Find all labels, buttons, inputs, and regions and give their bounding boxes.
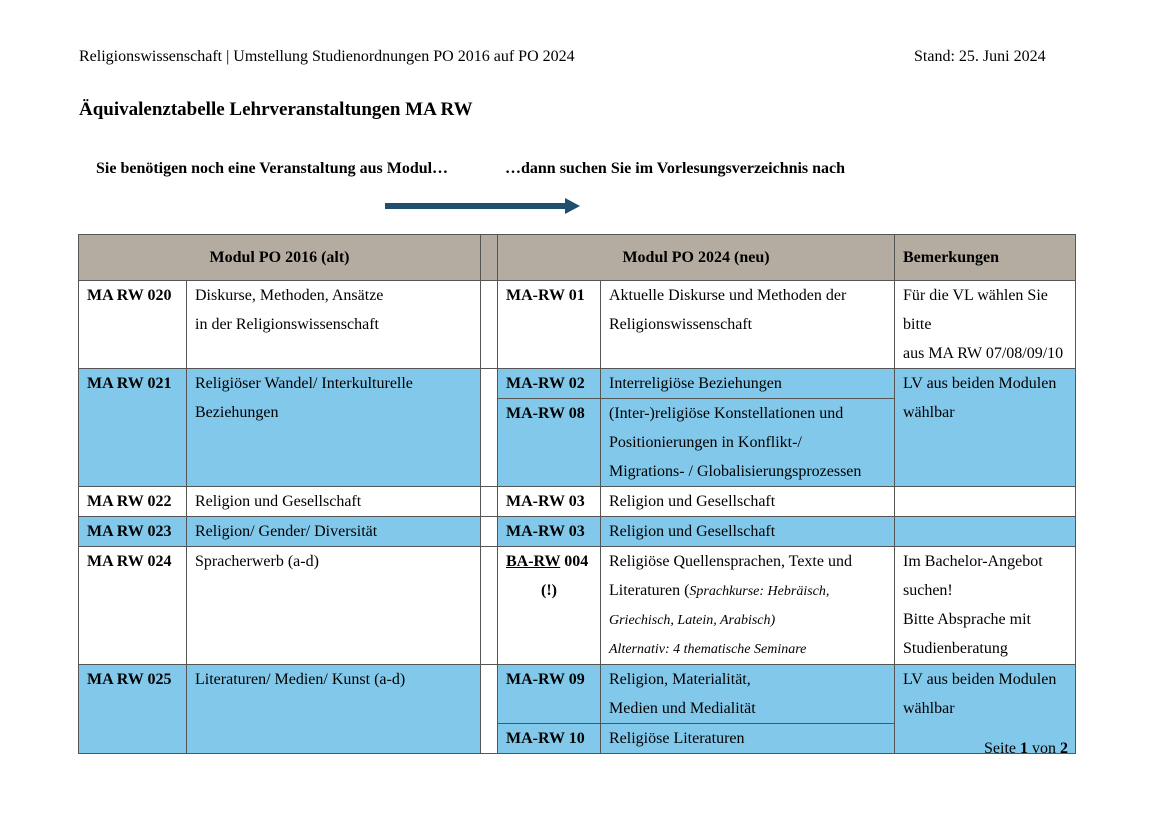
- table-row: [79, 547, 1076, 665]
- old-module-name-line: Religiöser Wandel/ Interkulturelle: [195, 375, 413, 392]
- old-module-name-line: Diskurse, Methoden, Ansätze: [195, 287, 384, 304]
- remark-line: Studienberatung: [903, 640, 1008, 657]
- new-module-code: MA-RW 03: [498, 517, 601, 547]
- column-divider: [481, 369, 498, 487]
- table-row: [79, 487, 1076, 517]
- document-header-left: Religionswissenschaft | Umstellung Studienordnungen PO 2016 auf PO 2024: [79, 48, 575, 65]
- table-row: [79, 281, 1076, 369]
- header-remarks: Bemerkungen: [895, 235, 1076, 281]
- remark-line: LV aus beiden Modulen: [903, 375, 1057, 392]
- attention-marker: (!): [541, 582, 557, 599]
- new-module-name: [601, 665, 895, 724]
- old-module-code: MA RW 020: [79, 281, 187, 369]
- new-module-code: MA-RW 01: [498, 281, 601, 369]
- remark-line: wählbar: [903, 700, 955, 717]
- old-module-code: MA RW 024: [79, 547, 187, 665]
- instruction-right: …dann suchen Sie im Vorlesungsverzeichnis nach: [505, 160, 846, 177]
- column-divider: [481, 547, 498, 665]
- new-module-code: MA-RW 09: [498, 665, 601, 724]
- language-courses-note: Sprachkurse: Hebräisch,: [689, 584, 830, 599]
- old-module-name: Religion/ Gender/ Diversität: [187, 517, 481, 547]
- column-divider: [481, 281, 498, 369]
- page-number-prefix: Seite: [984, 740, 1020, 757]
- page-number-separator: von: [1028, 740, 1060, 757]
- old-module-name: [187, 369, 481, 487]
- old-module-code: MA RW 025: [79, 665, 187, 754]
- page-number: [984, 740, 1068, 758]
- header-old-module: Modul PO 2016 (alt): [79, 235, 481, 281]
- new-module-code: MA-RW 02: [498, 369, 601, 399]
- old-module-code: MA RW 021: [79, 369, 187, 487]
- column-divider: [481, 517, 498, 547]
- new-module-name-line: Positionierungen in Konflikt-/: [609, 434, 802, 451]
- arrow-right-icon: [385, 197, 585, 217]
- remark-line: LV aus beiden Modulen: [903, 671, 1057, 688]
- old-module-name-line: in der Religionswissenschaft: [195, 316, 379, 333]
- total-pages: 2: [1060, 740, 1068, 757]
- page-title: Äquivalenztabelle Lehrveranstaltungen MA RW: [79, 99, 473, 120]
- new-module-name: Religion und Gesellschaft: [601, 487, 895, 517]
- old-module-code: MA RW 023: [79, 517, 187, 547]
- table-header-row: [79, 235, 1076, 281]
- alternative-note: Alternativ: 4 thematische Seminare: [609, 642, 807, 657]
- new-module-name: [601, 547, 895, 665]
- document-date: Stand: 25. Juni 2024: [914, 48, 1046, 65]
- column-divider: [481, 235, 498, 281]
- new-module-code: MA-RW 10: [498, 724, 601, 754]
- language-courses-note: Griechisch, Latein, Arabisch): [609, 613, 776, 628]
- column-divider: [481, 487, 498, 517]
- new-module-name-line: Religion, Materialität,: [609, 671, 751, 688]
- new-module-name: Religiöse Literaturen: [601, 724, 895, 754]
- new-module-name-line: Aktuelle Diskurse und Methoden der: [609, 287, 847, 304]
- new-module-code: MA-RW 08: [498, 399, 601, 487]
- remark: [895, 369, 1076, 487]
- new-module-name-line: Religionswissenschaft: [609, 316, 753, 333]
- remark-line: wählbar: [903, 404, 955, 421]
- new-module-code: MA-RW 03: [498, 487, 601, 517]
- remark: [895, 517, 1076, 547]
- table-row: [79, 517, 1076, 547]
- old-module-name-line: Beziehungen: [195, 404, 279, 421]
- new-module-name: [601, 399, 895, 487]
- old-module-name: Spracherwerb (a-d): [187, 547, 481, 665]
- equivalence-table: [78, 234, 1076, 754]
- old-module-name: Religion und Gesellschaft: [187, 487, 481, 517]
- remark: [895, 281, 1076, 369]
- new-module-name-line: Medien und Medialität: [609, 700, 756, 717]
- remark-line: Im Bachelor-Angebot: [903, 553, 1043, 570]
- remark-line: suchen!: [903, 582, 953, 599]
- old-module-name: Literaturen/ Medien/ Kunst (a-d): [187, 665, 481, 754]
- new-module-name-line: Migrations- / Globalisierungsprozessen: [609, 463, 862, 480]
- instruction-left: Sie benötigen noch eine Veranstaltung aus Modul…: [96, 160, 449, 177]
- ba-module-prefix: BA-RW: [506, 553, 561, 570]
- ba-module-number: 004: [560, 553, 589, 570]
- new-module-name: Interreligiöse Beziehungen: [601, 369, 895, 399]
- remark-line: Für die VL wählen Sie bitte: [903, 287, 1048, 333]
- column-divider: [481, 665, 498, 754]
- remark: [895, 487, 1076, 517]
- header-new-module: Modul PO 2024 (neu): [498, 235, 895, 281]
- new-module-name-line: Religiöse Quellensprachen, Texte und: [609, 553, 852, 570]
- table-row: [79, 665, 1076, 724]
- old-module-code: MA RW 022: [79, 487, 187, 517]
- new-module-name-line: [609, 576, 886, 606]
- remark-line: Bitte Absprache mit: [903, 611, 1031, 628]
- current-page: 1: [1020, 740, 1028, 757]
- new-module-code: [498, 547, 601, 665]
- new-module-name: Religion und Gesellschaft: [601, 517, 895, 547]
- new-module-name-line: (Inter-)religiöse Konstellationen und: [609, 405, 844, 422]
- new-module-name: [601, 281, 895, 369]
- remark-line: aus MA RW 07/08/09/10: [903, 345, 1064, 362]
- new-module-name-text: Literaturen (: [609, 582, 690, 599]
- table-row: [79, 369, 1076, 399]
- old-module-name: [187, 281, 481, 369]
- remark: [895, 547, 1076, 665]
